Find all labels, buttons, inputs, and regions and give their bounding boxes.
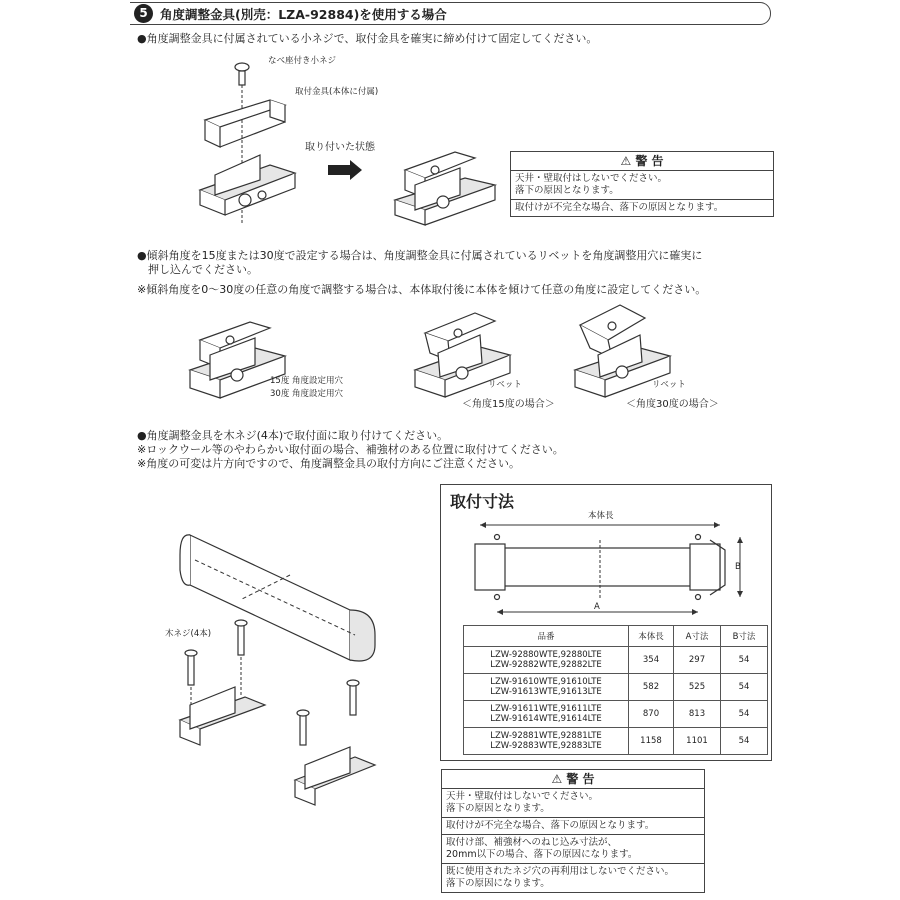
warning-row: 既に使用されたネジ穴の再利用はしないでください。 落下の原因になります。 xyxy=(446,866,675,889)
label-case-15: ＜角度15度の場合＞ xyxy=(462,399,555,410)
label-screw: なべ座付き小ネジ xyxy=(268,56,337,66)
header-model: 品番 xyxy=(464,626,629,647)
label-wood-screw: 木ネジ(4本) xyxy=(165,629,212,639)
warning-row: 取付けが不完全な場合、落下の原因となります。 xyxy=(515,202,724,213)
label-attached-state: 取り付いた状態 xyxy=(305,142,375,153)
warning-box-top xyxy=(510,151,774,217)
warning-row: 取付けが不完全な場合、落下の原因となります。 xyxy=(442,818,704,835)
instruction-line-5: ※ロックウール等のやわらかい取付面の場合、補強材のある位置に取付けてください。 xyxy=(137,443,564,456)
section-title: 角度調整金具(別売：LZA-92884)を使用する場合 xyxy=(160,7,447,22)
bracket-assembly-diagram xyxy=(190,55,320,230)
warning-triangle-icon: ⚠ xyxy=(620,154,636,168)
label-case-30: ＜角度30度の場合＞ xyxy=(626,399,719,410)
label-bracket: 取付金具(本体に付属) xyxy=(295,87,379,97)
label-hole-30: 30度 角度設定用穴 xyxy=(270,389,344,399)
attached-state-diagram xyxy=(385,140,505,230)
label-rivet-1: リベット xyxy=(488,380,522,390)
label-body-length: 本体長 xyxy=(588,511,614,521)
warning-row: 取付け部、補強材へのねじ込み寸法が、 20mm以下の場合、落下の原因になります。 xyxy=(442,835,704,864)
section-number: 5 xyxy=(134,4,153,23)
instruction-line-2a: ●傾斜角度を15度または30度で設定する場合は、角度調整金具に付属されているリベットを角度調整用穴に確実に xyxy=(137,249,703,262)
header-body-length: 本体長 xyxy=(629,626,674,647)
header-a: A寸法 xyxy=(674,626,721,647)
label-rivet-2: リベット xyxy=(652,380,686,390)
instruction-line-4: ●角度調整金具を木ネジ(4本)で取付面に取り付けてください。 xyxy=(137,429,449,442)
label-a-dimension: A xyxy=(594,602,600,612)
spec-table xyxy=(463,625,768,755)
right-arrow-icon xyxy=(328,160,364,180)
table-row: LZW-91611WTE,91611LTE LZW-91614WTE,91614LTE 870 813 54 xyxy=(464,701,768,728)
warning-row: 天井・壁取付はしないでください。 落下の原因となります。 xyxy=(511,171,773,200)
table-row: LZW-92880WTE,92880LTE LZW-92882WTE,92882LTE 354 297 54 xyxy=(464,647,768,674)
warning-box-bottom xyxy=(441,769,705,893)
table-row: LZW-91610WTE,91610LTE LZW-91613WTE,91613LTE 582 525 54 xyxy=(464,674,768,701)
table-row: LZW-92881WTE,92881LTE LZW-92883WTE,92883LTE 1158 1101 54 xyxy=(464,728,768,755)
label-hole-15: 15度 角度設定用穴 xyxy=(270,376,344,386)
instruction-line-1: ●角度調整金具に付属されている小ネジで、取付金具を確実に締め付けて固定してください。 xyxy=(137,32,598,45)
dimensions-title: 取付寸法 xyxy=(450,492,515,511)
instruction-line-2b: 押し込んでください。 xyxy=(148,263,258,276)
spec-table-header xyxy=(464,626,768,647)
dimension-drawing xyxy=(470,520,760,620)
label-b-dimension: B xyxy=(735,562,741,572)
warning-heading-top: ⚠ 警 告 xyxy=(511,152,773,171)
fixture-install-diagram xyxy=(150,515,390,815)
warning-heading-bottom: ⚠ 警 告 xyxy=(442,770,704,789)
warning-row: 天井・壁取付はしないでください。 落下の原因となります。 xyxy=(442,789,704,818)
instruction-line-6: ※角度の可変は片方向ですので、角度調整金具の取付方向にご注意ください。 xyxy=(137,457,520,470)
instruction-line-3: ※傾斜角度を0〜30度の任意の角度で調整する場合は、本体取付後に本体を傾けて任意の角度に設定してください。 xyxy=(137,283,707,296)
warning-triangle-icon: ⚠ xyxy=(551,772,567,786)
header-b: B寸法 xyxy=(721,626,768,647)
